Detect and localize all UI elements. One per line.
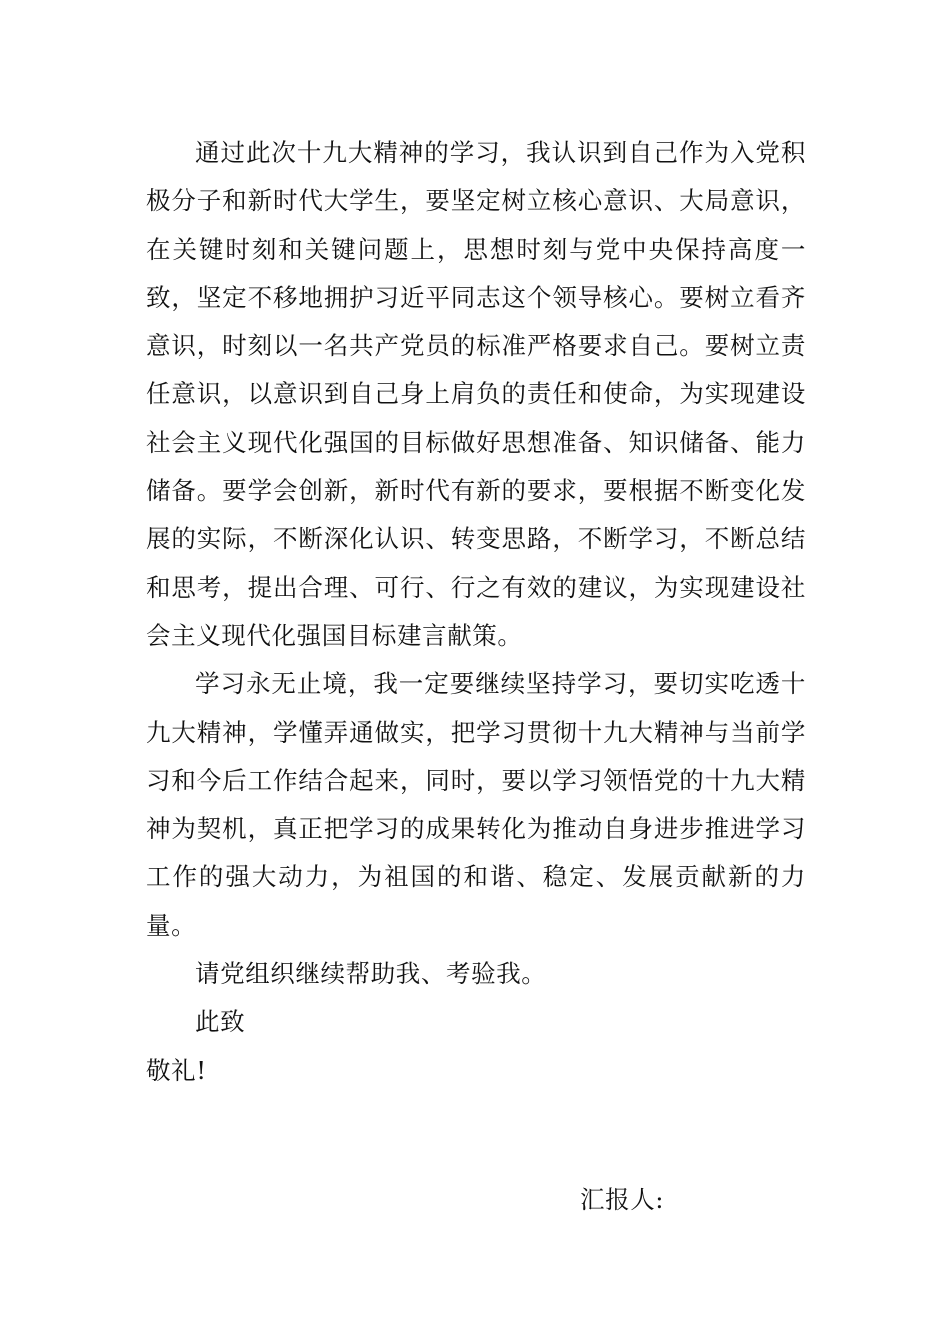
letter-body <box>146 129 806 1095</box>
salutation-line: 敬礼! <box>146 1055 207 1085</box>
closing-line: 此致 <box>195 1007 246 1037</box>
signature-label: 汇报人: <box>580 1185 665 1214</box>
paragraph-reflection: 通过此次十九大精神的学习，我认识到自己作为入党积极分子和新时代大学生，要坚定树立核心意识、大局意识，在关键时刻和关键问题上，思想时刻与党中央保持高度一致，坚定不移地拥护习近平同志这个领导核心。要树立看齐意识，时刻以一名共产党员的标准严格要求自己。要树立责任意识，以意识到自己身上肩负的责任和使命，为实现建设社会主义现代化强国的目标做好思想准备、知识储备、能力储备。要学会创新，新时代有新的要求，要根据不断变化发展的实际，不断深化认识、转变思路，不断学习，不断总结和思考，提出合理、可行、行之有效的建议，为实现建设社会主义现代化强国目标建言献策。 <box>146 138 806 650</box>
paragraph-commitment: 学习永无止境，我一定要继续坚持学习，要切实吃透十九大精神，学懂弄通做实，把学习贯彻十九大精神与当前学习和今后工作结合起来，同时，要以学习领悟党的十九大精神为契机，真正把学习的成果转化为推动自身进步推进学习工作的强大动力，为祖国的和谐、稳定、发展贡献新的力量。 <box>146 669 806 940</box>
request-line: 请党组织继续帮助我、考验我。 <box>195 959 547 989</box>
